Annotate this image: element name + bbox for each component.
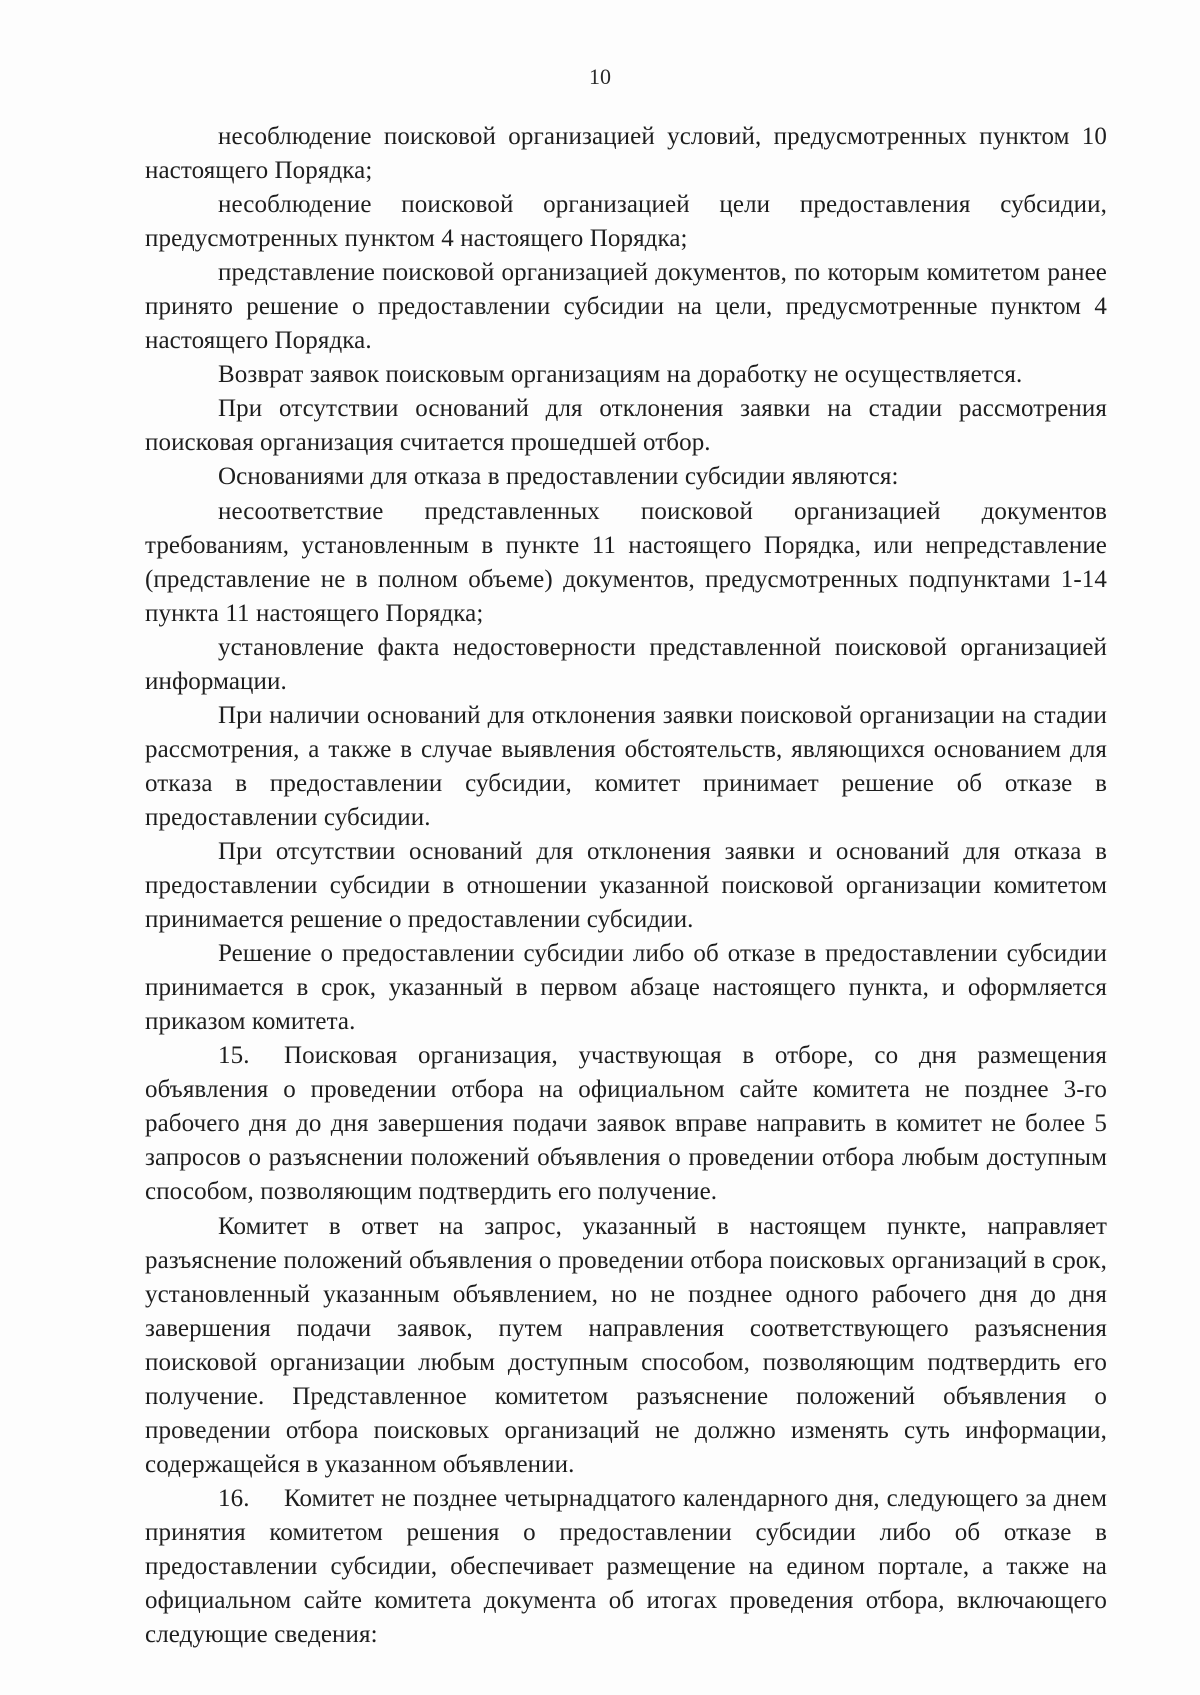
paragraph-number: 15. bbox=[218, 1042, 250, 1070]
paragraph bbox=[145, 120, 1107, 188]
paragraph-text: установление факта недостоверности представленной поисковой организацией информации. bbox=[145, 633, 1107, 695]
numbered-paragraph bbox=[145, 1039, 1107, 1209]
paragraph-text: При отсутствии оснований для отклонения заявки на стадии рассмотрения поисковая организация считается прошедшей отбор. bbox=[145, 395, 1107, 457]
paragraph-text: Комитет в ответ на запрос, указанный в настоящем пункте, направляет разъяснение положений объявления о проведении отбора поисковых организаций в срок, установленный указанным объявлением, но не позднее одного рабочего дня до дня завершения подачи заявок, путем направления соответствующего разъяснения поисковой организации любым доступным способом, позволяющим подтвердить его получение. Представленное комитетом разъяснение положений объявления о проведении отбора поисковых организаций не должно изменять суть информации, содержащейся в указанном объявлении. bbox=[145, 1212, 1107, 1478]
paragraph-text: несоблюдение поисковой организацией условий, предусмотренных пунктом 10 настоящего Порядка; bbox=[145, 123, 1107, 185]
paragraph bbox=[145, 631, 1107, 699]
paragraph-text: несоответствие представленных поисковой организацией документов требованиям, установленным в пункте 11 настоящего Порядка, или непредставление (представление не в полном объеме) документов, предусмотренных подпунктами 1-14 пункта 11 настоящего Порядка; bbox=[145, 497, 1107, 627]
paragraph-text: Комитет не позднее четырнадцатого календарного дня, следующего за днем принятия комитетом решения о предоставлении субсидии либо об отказе в предоставлении субсидии, обеспечивает размещение на едином портале, а также на официальном сайте комитета документа об итогах проведения отбора, включающего следующие сведения: bbox=[145, 1484, 1107, 1649]
paragraph-text: Основаниями для отказа в предоставлении субсидии являются: bbox=[218, 463, 899, 491]
paragraph bbox=[145, 1210, 1107, 1482]
paragraph bbox=[145, 460, 1107, 494]
paragraph-text: При наличии оснований для отклонения заявки поисковой организации на стадии рассмотрения, а также в случае выявления обстоятельств, являющихся основанием для отказа в предоставлении субсидии, комитет принимает решение об отказе в предоставлении субсидии. bbox=[145, 701, 1107, 831]
numbered-paragraph bbox=[145, 1482, 1107, 1652]
paragraph bbox=[145, 392, 1107, 460]
paragraph bbox=[145, 937, 1107, 1039]
paragraph-text: При отсутствии оснований для отклонения заявки и оснований для отказа в предоставлении субсидии в отношении указанной поисковой организации комитетом принимается решение о предоставлении субсидии. bbox=[145, 837, 1107, 934]
paragraph-text: Возврат заявок поисковым организациям на доработку не осуществляется. bbox=[218, 361, 1023, 389]
paragraph-text: несоблюдение поисковой организацией цели предоставления субсидии, предусмотренных пунктом 4 настоящего Порядка; bbox=[145, 191, 1107, 253]
paragraph bbox=[145, 835, 1107, 937]
paragraph bbox=[145, 358, 1107, 392]
paragraph bbox=[145, 188, 1107, 256]
paragraph-number: 16. bbox=[218, 1484, 250, 1512]
paragraph bbox=[145, 256, 1107, 358]
paragraph-text: Решение о предоставлении субсидии либо об отказе в предоставлении субсидии принимается в срок, указанный в первом абзаце настоящего пункта, и оформляется приказом комитета. bbox=[145, 940, 1107, 1036]
paragraph-text: представление поисковой организацией документов, по которым комитетом ранее принято решение о предоставлении субсидии на цели, предусмотренные пунктом 4 настоящего Порядка. bbox=[145, 259, 1107, 355]
paragraph-text: Поисковая организация, участвующая в отборе, со дня размещения объявления о проведении отбора на официальном сайте комитета не позднее 3-го рабочего дня до дня завершения подачи заявок вправе направить в комитет не более 5 запросов о разъяснении положений объявления о проведении отбора любым доступным способом, позволяющим подтвердить его получение. bbox=[145, 1042, 1107, 1206]
document-body bbox=[145, 120, 1107, 1652]
paragraph bbox=[145, 495, 1107, 631]
page-number: 10 bbox=[589, 64, 611, 89]
paragraph bbox=[145, 699, 1107, 835]
